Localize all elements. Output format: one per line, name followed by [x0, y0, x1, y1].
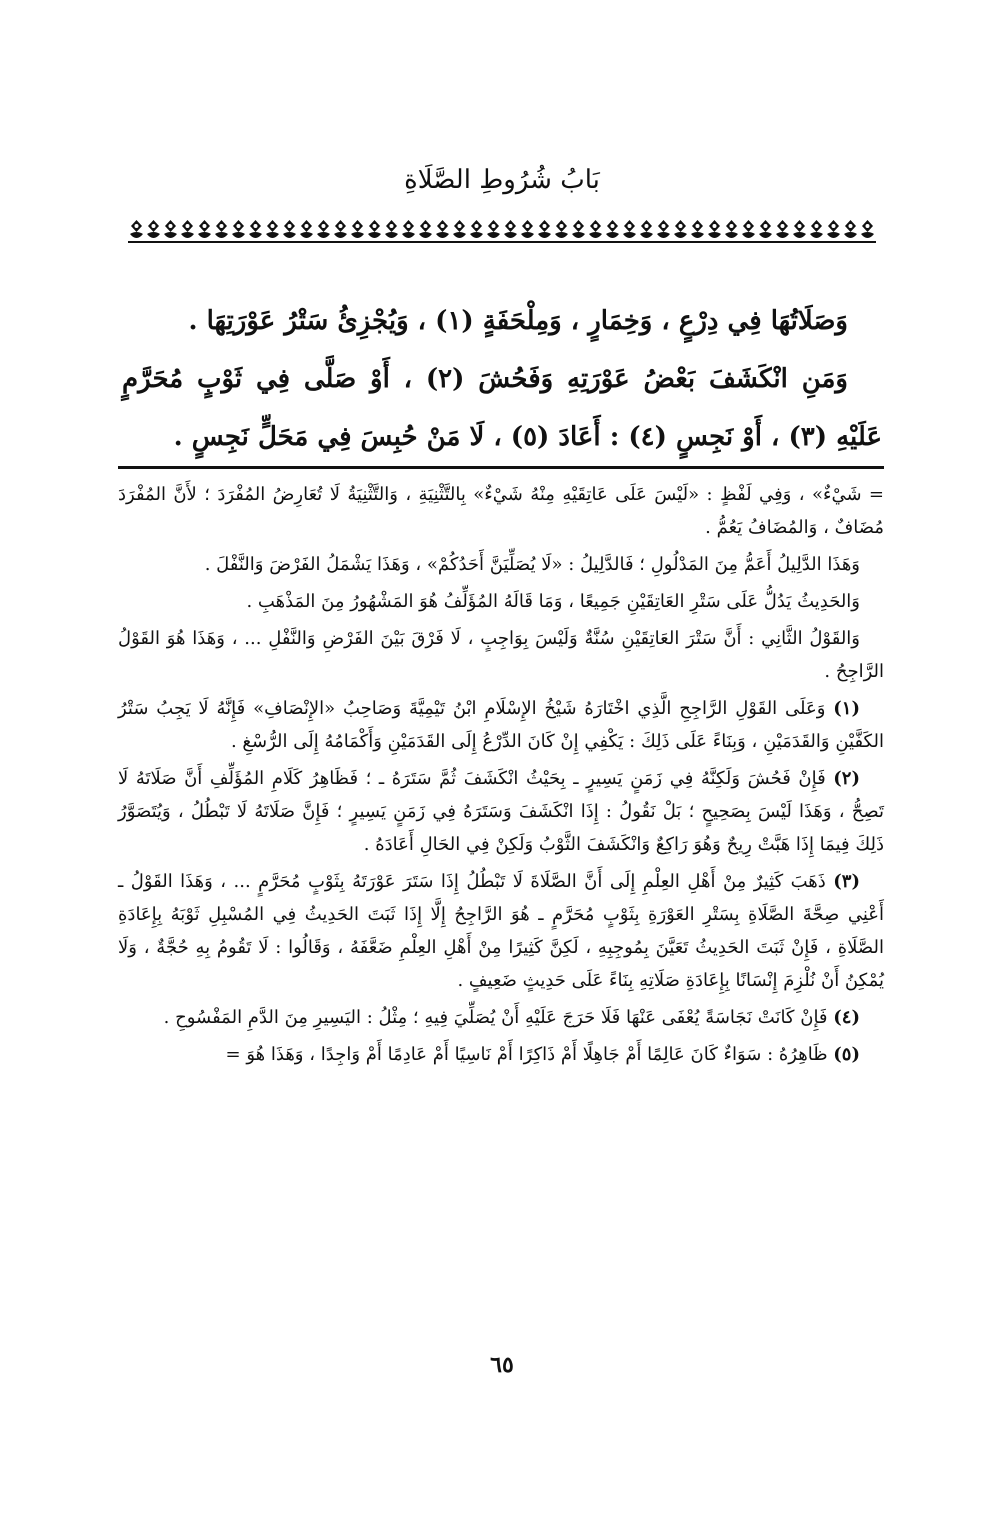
footnote-text: فَإِنْ فَحُشَ وَلَكِنَّهُ فِي زَمَنٍ يَسِيرٍ ـ بِحَيْثُ انْكَشَفَ ثُمَّ سَتَرَهُ ـ ؛ فَظَاهِرُ كَلَامِ المُؤَلِّفِ أَنَّ صَلَاتَهُ لَا تَصِحُّ ، وَهَذَا لَيْسَ بِصَحِيحٍ ؛ بَلْ نَقُولُ : إِذَا انْكَشَفَ وَسَتَرَهُ فِي زَمَنٍ يَسِيرٍ ؛ فَإِنَّ صَلَاتَهُ لَا تَبْطُلُ ، وَيُتَصَوَّرُ ذَلِكَ فِيمَا إِذَا هَبَّتْ رِيحٌ وَهُوَ رَاكِعٌ وَانْكَشَفَ الثَّوْبُ وَلَكِنْ فِي الحَالِ أَعَادَهُ .: [118, 768, 884, 855]
chapter-title: بَابُ شُرُوطِ الصَّلَاةِ: [404, 165, 600, 195]
footnote-1: [118, 692, 884, 758]
footnote-text: وَهَذَا الدَّلِيلُ أَعَمُّ مِنَ المَدْلُولِ ؛ فَالدَّلِيلُ : «لَا يُصَلِّيَنَّ أَحَدُكُمْ» ، وَهَذَا يَشْمَلُ الفَرْضَ وَالنَّفْلَ .: [204, 554, 860, 575]
footnote-4: [118, 1001, 884, 1034]
footnote-number: (٣): [833, 871, 860, 892]
footnote-text: وَعَلَى القَوْلِ الرَّاجِحِ الَّذِي اخْتَارَهُ شَيْخُ الإِسْلَامِ ابْنُ تَيْمِيَّةَ وَصَاحِبُ «الإِنْصَافِ» فَإِنَّهُ لَا يَجِبُ سَتْرُ الكَفَّيْنِ وَالقَدَمَيْنِ ، وَبِنَاءً عَلَى ذَلِكَ : يَكْفِي إِنْ كَانَ الدِّرْعُ إِلَى القَدَمَيْنِ وَأَكْمَامُهُ إِلَى الرُّسْغِ .: [118, 698, 884, 752]
footnote-number: (١): [833, 698, 860, 719]
footnote-paragraph: [118, 585, 884, 618]
footnote-text: وَالحَدِيثُ يَدُلُّ عَلَى سَتْرِ العَاتِقَيْنِ جَمِيعًا ، وَمَا قَالَهُ المُؤَلِّفُ هُوَ المَشْهُورُ مِنَ المَذْهَبِ .: [246, 591, 860, 612]
decorative-border-ornament: [128, 218, 876, 244]
footnote-text: فَإِنْ كَانَتْ نَجَاسَةً يُعْفَى عَنْهَا فَلَا حَرَجَ عَلَيْهِ أَنْ يُصَلِّيَ فِيهِ ؛ مِثْلُ : اليَسِيرِ مِنَ الدَّمِ المَفْسُوحِ .: [163, 1007, 828, 1028]
footnote-text: ظَاهِرُهُ : سَوَاءٌ كَانَ عَالِمًا أَمْ جَاهِلًا أَمْ ذَاكِرًا أَمْ نَاسِيًا أَمْ عَادِمًا أَمْ وَاجِدًا ، وَهَذَا هُوَ =: [225, 1044, 828, 1065]
footnote-text: وَالقَوْلُ الثَّانِي : أَنَّ سَتْرَ العَاتِقَيْنِ سُنَّةٌ وَلَيْسَ بِوَاجِبٍ ، لَا فَرْقَ بَيْنَ الفَرْضِ وَالنَّفْلِ ... ، وَهَذَا هُوَ القَوْلُ الرَّاجِحُ .: [118, 628, 884, 682]
main-text-block: [122, 292, 882, 466]
footnote-paragraph: [118, 622, 884, 688]
footnote-5: [118, 1038, 884, 1071]
footnote-3: [118, 865, 884, 997]
footnote-separator-line: [118, 466, 884, 469]
footnote-text: = شَيْءٌ» ، وَفِي لَفْظٍ : «لَيْسَ عَلَى عَاتِقَيْهِ مِنْهُ شَيْءٌ» بِالتَّثْنِيَةِ ، وَالتَّثْنِيَةُ لَا تُعَارِضُ المُفْرَدَ ؛ لأَنَّ المُفْرَدَ مُضَافٌ ، وَالمُضَافُ يَعُمُّ .: [118, 484, 885, 538]
footnotes-block: [118, 478, 884, 1075]
footnote-text: ذَهَبَ كَثِيرٌ مِنْ أَهْلِ العِلْمِ إِلَى أَنَّ الصَّلَاةَ لَا تَبْطُلُ إِذَا سَتَرَ عَوْرَتَهُ بِثَوْبٍ مُحَرَّمٍ ... ، وَهَذَا القَوْلُ ـ أَعْنِي صِحَّةَ الصَّلَاةِ بِسَتْرِ العَوْرَةِ بِثَوْبٍ مُحَرَّمٍ ـ هُوَ الرَّاجِحُ إِلَّا إِذَا ثَبَتَ الحَدِيثُ فِي المُسْبِلِ ثَوْبَهُ بِإِعَادَةِ الصَّلَاةِ ، فَإِنْ ثَبَتَ الحَدِيثُ تَعَيَّنَ بِمُوجِبِهِ ، لَكِنَّ كَثِيرًا مِنْ أَهْلِ العِلْمِ ضَعَّفَهُ ، وَقَالُوا : لَا تَقُومُ بِهِ حُجَّةٌ ، وَلَا يُمْكِنُ أَنْ نُلْزِمَ إِنْسَانًا بِإِعَادَةِ صَلَاتِهِ بِنَاءً عَلَى حَدِيثٍ ضَعِيفٍ .: [118, 871, 884, 991]
footnote-paragraph: [118, 478, 884, 544]
footnote-number: (٢): [833, 768, 860, 789]
footnote-number: (٥): [833, 1044, 860, 1065]
main-text-paragraph: وَصَلَاتُهَا فِي دِرْعٍ ، وَخِمَارٍ ، وَمِلْحَفَةٍ (١) ، وَيُجْزِئُ سَتْرُ عَوْرَتِهَا .: [188, 306, 848, 336]
main-text-paragraph: وَمَنِ انْكَشَفَ بَعْضُ عَوْرَتِهِ وَفَحُشَ (٢) ، أَوْ صَلَّى فِي ثَوْبٍ مُحَرَّمٍ عَلَيْهِ (٣) ، أَوْ نَجِسٍ (٤) : أَعَادَ (٥) ، لَا مَنْ حُبِسَ فِي مَحَلٍّ نَجِسٍ .: [122, 364, 882, 452]
page-number: ٦٥: [490, 1352, 514, 1378]
footnote-2: [118, 762, 884, 861]
footnote-number: (٤): [833, 1007, 860, 1028]
footnote-paragraph: [118, 548, 884, 581]
